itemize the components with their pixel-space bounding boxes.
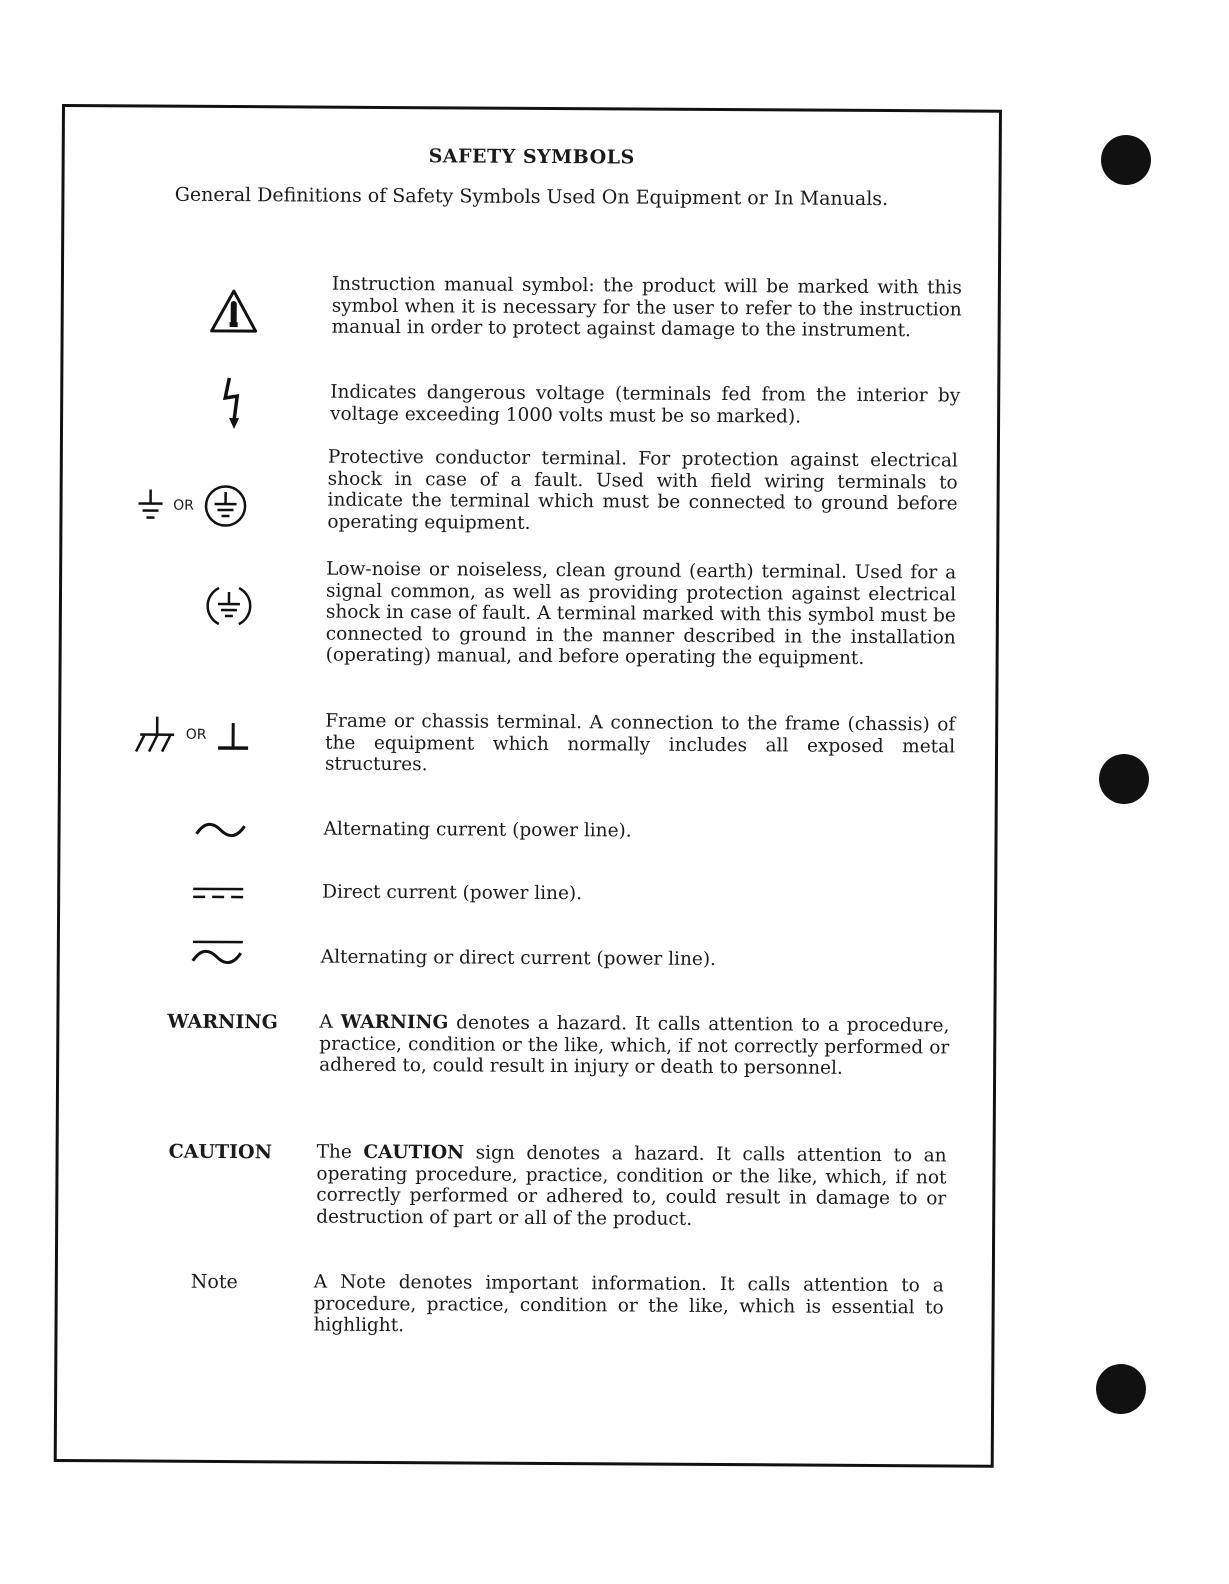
symbol-row-instruction-manual <box>64 272 998 342</box>
alternating-current-icon <box>195 820 247 840</box>
symbol-cell <box>118 878 318 907</box>
caution-keyword: CAUTION <box>363 1141 465 1164</box>
symbol-description: Low-noise or noiseless, clean ground (earth) terminal. Used for a signal common, as well as providing protection against electrical shock in case of fault. A terminal marked with this symbol must be connected to ground in the manner described in the installation (operating) manual, and before operating the equipment. <box>325 558 957 669</box>
frame-terminal-icon <box>216 717 250 753</box>
punch-hole-top <box>1101 135 1151 185</box>
symbol-row-chassis-terminal <box>61 709 995 776</box>
warning-description <box>319 1012 949 1080</box>
page-title: SAFETY SYMBOLS <box>428 145 635 169</box>
symbol-row-protective-conductor <box>63 445 997 534</box>
warning-text: denotes a hazard. It calls attention to a procedure, practice, condition or the like, which, if not correctly performed or adhered to, could result in injury or death to personnel. <box>319 1012 950 1079</box>
protective-conductor-icon <box>204 484 248 528</box>
symbol-row-alternating-current <box>61 817 995 842</box>
direct-current-icon <box>191 886 245 900</box>
dangerous-voltage-icon <box>221 376 245 430</box>
ground-icon <box>137 487 163 523</box>
page-subtitle: General Definitions of Safety Symbols Used On Equipment or In Manuals. <box>174 183 889 211</box>
caution-section <box>59 1140 993 1230</box>
note-label: Note <box>190 1270 238 1294</box>
symbol-description: Indicates dangerous voltage (terminals fed from the interior by voltage exceeding 1000 volts must be so marked). <box>330 381 961 428</box>
note-description: A Note denotes important information. It calls attention to a procedure, practice, condition or the like, which is essential to highlight. <box>313 1271 944 1337</box>
symbol-description: Alternating current (power line). <box>323 818 632 842</box>
symbol-cell <box>92 480 292 531</box>
chassis-terminal-icon <box>132 714 176 754</box>
caution-pre: The <box>316 1141 364 1163</box>
punch-hole-middle <box>1099 754 1149 804</box>
ac-or-dc-icon <box>191 939 245 967</box>
caution-text: sign denotes a hazard. It calls attention to an operating procedure, practice, condition or the like, which, if not correctly performed or adhered to, could result in damage to or destruction of part or all of the product. <box>316 1142 947 1230</box>
caution-label: CAUTION <box>168 1140 273 1164</box>
symbol-cell <box>91 709 291 760</box>
page-frame <box>54 104 1002 1468</box>
or-label: OR <box>173 497 194 514</box>
note-section <box>58 1270 992 1337</box>
warning-section <box>59 1010 993 1079</box>
or-label: OR <box>185 726 207 743</box>
symbol-cell <box>120 814 320 845</box>
warning-keyword: WARNING <box>340 1011 449 1034</box>
caution-description <box>316 1142 947 1232</box>
symbol-description: Direct current (power line). <box>322 881 583 905</box>
warning-label: WARNING <box>167 1010 278 1034</box>
punch-hole-bottom <box>1096 1364 1146 1414</box>
clean-ground-icon <box>205 582 253 630</box>
symbol-row-clean-ground <box>62 557 996 669</box>
warning-pre: A <box>319 1011 341 1033</box>
symbol-cell <box>129 577 329 634</box>
symbol-description: Alternating or direct current (power line). <box>320 946 717 971</box>
symbol-description: Protective conductor terminal. For protection against electrical shock in case of a fault. Used with field wiring terminals to indicate the terminal which must be connected to ground before operating equipment. <box>327 446 958 534</box>
symbol-cell <box>118 935 318 970</box>
symbol-description: Frame or chassis terminal. A connection to the frame (chassis) of the equipment which normally includes all exposed metal structures. <box>324 710 956 776</box>
symbol-row-dangerous-voltage <box>63 380 997 428</box>
symbol-cell <box>134 280 334 341</box>
symbol-cell <box>133 374 333 431</box>
symbol-description: Instruction manual symbol: the product will be marked with this symbol when it is necessary for the user to refer to the instruction manual in order to protect against damage to the instrument. <box>331 273 962 342</box>
symbol-row-ac-or-dc <box>60 945 994 971</box>
instruction-manual-icon <box>209 288 259 334</box>
symbol-row-direct-current <box>60 880 994 905</box>
